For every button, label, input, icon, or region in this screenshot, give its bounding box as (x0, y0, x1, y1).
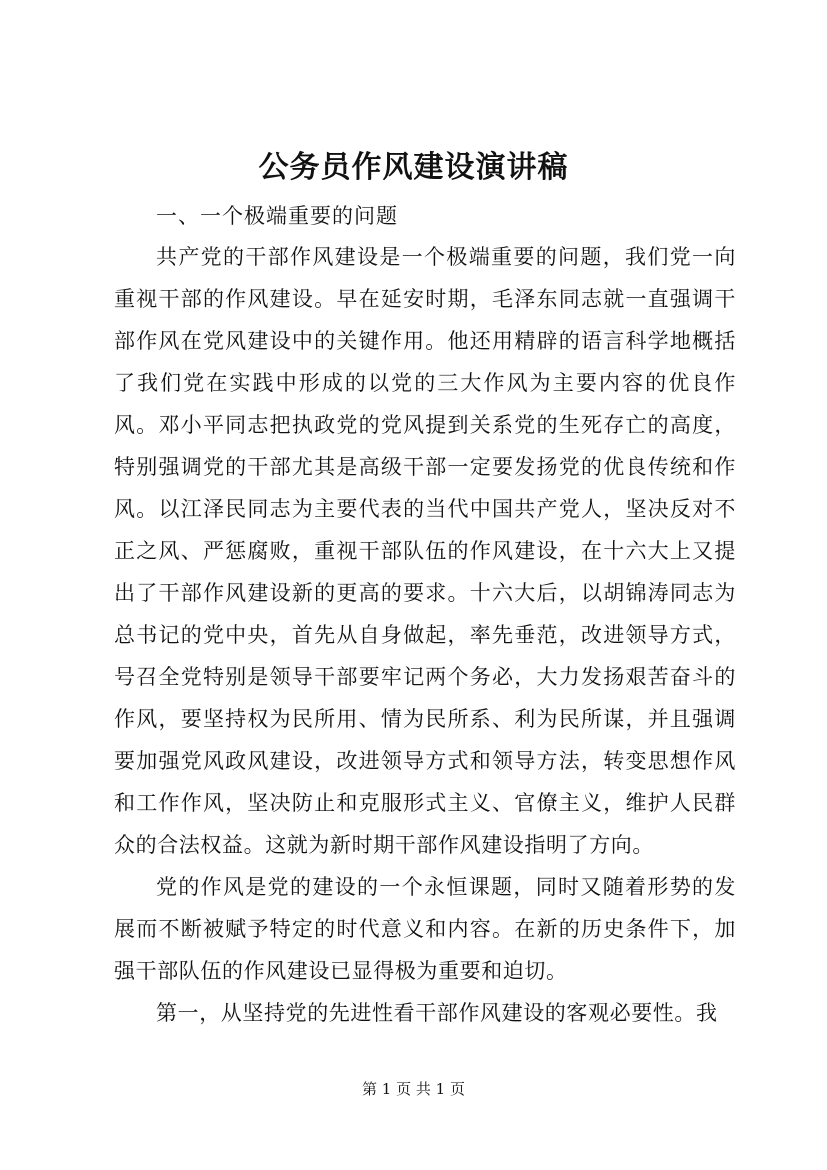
section-heading: 一、一个极端重要的问题 (156, 204, 398, 228)
paragraph-2: 党的作风是党的建设的一个永恒课题，同时又随着形势的发展而不断被赋予特定的时代意义和内容。在新的历史条件下，加强干部队伍的作风建设已显得极为重要和迫切。 (114, 875, 736, 983)
page-footer: 第 1 页 共 1 页 (362, 1080, 465, 1098)
paragraph-3: 第一，从坚持党的先进性看干部作风建设的客观必要性。我 (156, 1001, 718, 1025)
document-body (114, 196, 736, 1034)
document-title: 公务员作风建设演讲稿 (258, 150, 569, 185)
paragraph-1: 共产党的干部作风建设是一个极端重要的问题，我们党一向重视干部的作风建设。早在延安时期，毛泽东同志就一直强调干部作风在党风建设中的关键作用。他还用精辟的语言科学地概括了我们党在实践中形成的以党的三大作风为主要内容的优良作风。邓小平同志把执政党的党风提到关系党的生死存亡的高度，特别强调党的干部尤其是高级干部一定要发扬党的优良传统和作风。以江泽民同志为主要代表的当代中国共产党人，坚决反对不正之风、严惩腐败，重视干部队伍的作风建设，在十六大上又提出了干部作风建设新的更高的要求。十六大后，以胡锦涛同志为总书记的党中央，首先从自身做起，率先垂范，改进领导方式，号召全党特别是领导干部要牢记两个务必，大力发扬艰苦奋斗的作风，要坚持权为民所用、情为民所系、利为民所谋，并且强调要加强党风政风建设，改进领导方式和领导方法，转变思想作风和工作作风，坚决防止和克服形式主义、官僚主义，维护人民群众的合法权益。这就为新时期干部作风建设指明了方向。 (114, 245, 736, 857)
